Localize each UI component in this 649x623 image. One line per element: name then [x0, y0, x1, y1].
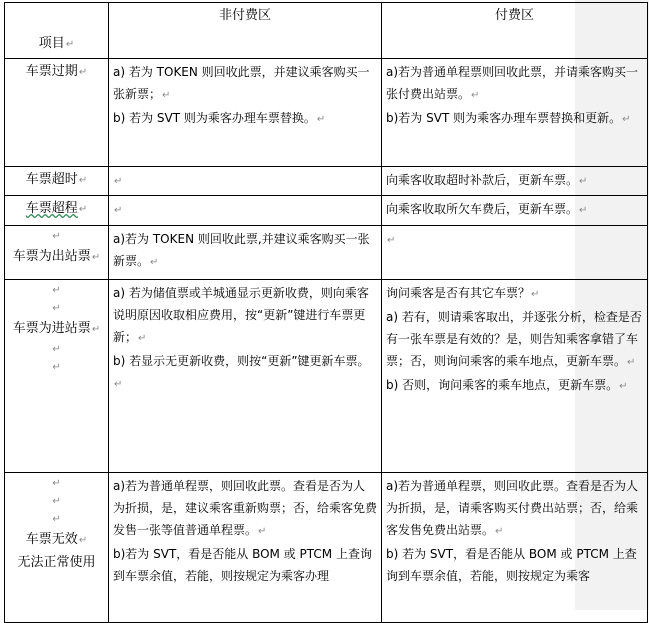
paid-cell: 向乘客收取超时补款后，更新车票。↵ — [382, 167, 648, 196]
row-item-cell: ↵ ↵ 车票为进站票↵ ↵ ↵ — [5, 280, 109, 473]
header-item-label: 项目 — [38, 36, 65, 51]
row-item-label: 车票超程 — [25, 201, 78, 216]
table-row — [5, 280, 648, 473]
non-paid-cell — [109, 196, 382, 226]
non-paid-cell: a) 若为储值票或羊城通显示更新收费，则向乘客说明原因收取相应费用，按“更新”键进行车票更新；↵ b) 若显示无更新收费，则按“更新”键更新车票。↵ — [109, 280, 382, 473]
non-paid-cell: a) 若为 TOKEN 则回收此票，并建议乘客购买一张新票；↵ b) 若为 SVT 则为乘客办理车票替换。↵ — [109, 59, 382, 167]
table-row — [5, 196, 648, 226]
cell-paragraph: a) 若为 TOKEN 则回收此票，并建议乘客购买一张新票； — [113, 65, 370, 101]
row-item-cell: 车票超程↵ — [5, 196, 109, 226]
ticket-handling-table — [4, 2, 648, 623]
cell-paragraph: a) 若为储值票或羊城通显示更新收费，则向乘客说明原因收取相应费用，按“更新”键进行车票更新； — [113, 286, 369, 344]
header-item-cell — [5, 3, 109, 59]
row-item-cell: ↵ ↵ ↵ 车票无效↵ 无法正常使用 — [5, 473, 109, 623]
header-paid-cell — [382, 3, 648, 59]
header-non-paid-label: 非付费区 — [218, 8, 271, 23]
cell-paragraph: a) 若有，则请乘客取出，并逐张分析，检查是否有一张车票是有效的？是，则告知乘客拿错了车票；否，则询问乘客的乘车地点，更新车票。 — [386, 310, 642, 368]
return-mark: ↵ — [387, 235, 396, 246]
cell-paragraph: a)若为普通单程票，则回收此票。查看是否为人为折损，是，建议乘客重新购票；否，给乘客免费发售一张等值普通单程票。 — [113, 479, 378, 537]
header-paid-label: 付费区 — [494, 8, 534, 23]
cell-paragraph: a)若为普通单程票，则回收此票。查看是否为人为折损，是，请乘客购买付费出站票；否，给乘客发售免费出站票。 — [386, 479, 639, 537]
return-mark: ↵ — [114, 205, 123, 216]
row-item-cell: ↵ 车票为出站票↵ — [5, 226, 109, 280]
table-row — [5, 226, 648, 280]
return-mark: ↵ — [65, 39, 75, 50]
cell-paragraph: 向乘客收取超时补款后，更新车票。 — [386, 173, 579, 187]
non-paid-cell: a)若为 TOKEN 则回收此票,并建议乘客购买一张新票。↵ — [109, 226, 382, 280]
paid-cell — [382, 226, 648, 280]
cell-paragraph: 询问乘客是否有其它车票？ — [386, 286, 531, 300]
paid-cell: 询问乘客是否有其它车票？↵ a) 若有，则请乘客取出，并逐张分析，检查是否有一张车票是有效的？是，则告知乘客拿错了车票；否，则询问乘客的乘车地点，更新车票。↵ b) 否则，询问乘客的乘车地点，更新车票。↵ — [382, 280, 648, 473]
row-item-cell: 车票超时↵ — [5, 167, 109, 196]
cell-paragraph: a)若为 TOKEN 则回收此票,并建议乘客购买一张新票。 — [113, 232, 370, 268]
cell-paragraph: b)若为 SVT 则为乘客办理车票替换和更新。 — [386, 111, 622, 125]
table-row — [5, 59, 648, 167]
table-row — [5, 167, 648, 196]
row-item-cell: 车票过期↵ — [5, 59, 109, 167]
non-paid-cell: a)若为普通单程票，则回收此票。查看是否为人为折损，是，建议乘客重新购票；否，给乘客免费发售一张等值普通单程票。↵ b)若为 SVT，看是否能从 BOM 或 PTCM 上查询到车票余值，若能，则按规定为乘客办理 — [109, 473, 382, 623]
non-paid-cell — [109, 167, 382, 196]
row-item-label: 车票无效 — [25, 532, 78, 547]
cell-paragraph: b) 否则，询问乘客的乘车地点，更新车票。 — [386, 378, 619, 392]
row-item-label: 车票超时 — [25, 172, 78, 187]
row-item-label: 车票为进站票 — [12, 321, 91, 336]
header-non-paid-cell — [109, 3, 382, 59]
return-mark: ↵ — [114, 176, 123, 187]
paid-cell: a)若为普通单程票则回收此票，并请乘客购买一张付费出站票。↵ b)若为 SVT 则为乘客办理车票替换和更新。↵ — [382, 59, 648, 167]
table-row — [5, 473, 648, 623]
row-item-label: 车票过期 — [25, 64, 78, 79]
cell-paragraph: 向乘客收取所欠车费后，更新车票。 — [386, 202, 579, 216]
row-item-label: 车票为出站票 — [12, 249, 91, 264]
paid-cell: a)若为普通单程票，则回收此票。查看是否为人为折损，是，请乘客购买付费出站票；否，给乘客发售免费出站票。↵ b) 若为 SVT，看是否能从 BOM 或 PTCM 上查询到车票余值，若能，则按规定为乘客 — [382, 473, 648, 623]
cell-paragraph: b) 若为 SVT，看是否能从 BOM 或 PTCM 上查询到车票余值，若能，则按规定为乘客 — [386, 547, 637, 583]
cell-paragraph: a)若为普通单程票则回收此票，并请乘客购买一张付费出站票。 — [386, 65, 639, 101]
cell-paragraph: b)若为 SVT，看是否能从 BOM 或 PTCM 上查询到车票余值，若能，则按规定为乘客办理 — [113, 547, 372, 583]
cell-paragraph: b) 若为 SVT 则为乘客办理车票替换。 — [113, 111, 316, 125]
row-item-label: 无法正常使用 — [17, 555, 96, 570]
table-header-row — [5, 3, 648, 59]
cell-paragraph: b) 若显示无更新收费，则按“更新”键更新车票。 — [113, 354, 370, 368]
paid-cell: 向乘客收取所欠车费后，更新车票。↵ — [382, 196, 648, 226]
